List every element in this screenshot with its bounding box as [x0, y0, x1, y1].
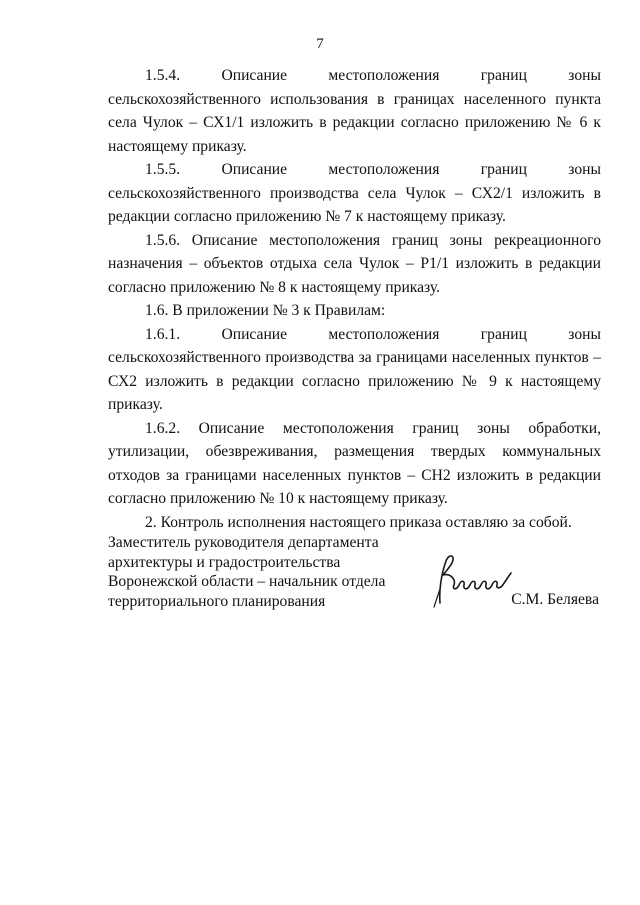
paragraph-1-6: 1.6. В приложении № 3 к Правилам:	[145, 302, 386, 319]
signer-position	[108, 533, 398, 611]
paragraph-1-6-2: 1.6.2. Описание местоположения границ зоны обработки, утилизации, обезвреживания, размещения твердых коммунальных отходов за границами населенных пунктов – СН2 изложить в редакции согласно приложению № 10 к настоящему приказу.	[108, 419, 601, 507]
signature-block	[108, 533, 601, 613]
paragraph-1-5-4: 1.5.4. Описание местоположения границ зоны сельскохозяйственного использования в границах населенного пункта села Чулок – СХ1/1 изложить в редакции согласно приложению № 6 к настоящему приказу.	[108, 67, 601, 155]
signer-position-line: территориального планирования	[108, 592, 326, 610]
signer-name: С.М. Беляева	[511, 591, 599, 608]
signer-position-line: Воронежской области – начальник отдела	[108, 573, 386, 590]
signer-position-line: Заместитель руководителя департамента	[108, 534, 379, 551]
signer-position-line: архитектуры и градостроительства	[108, 553, 341, 571]
handwritten-signature	[426, 551, 516, 609]
paragraph-1-5-5: 1.5.5. Описание местоположения границ зоны сельскохозяйственного производства села Чулок – СХ2/1 изложить в редакции согласно приложению № 7 к настоящему приказу.	[108, 161, 601, 225]
page-number: 7	[316, 36, 324, 52]
paragraph-1-6-1: 1.6.1. Описание местоположения границ зоны сельскохозяйственного производства за границами населенных пунктов – СХ2 изложить в редакции согласно приложению № 9 к настоящему приказу.	[108, 325, 601, 413]
document-body	[108, 64, 601, 534]
paragraph-1-5-6: 1.5.6. Описание местоположения границ зоны рекреационного назначения – объектов отдыха села Чулок – Р1/1 изложить в редакции согласно приложению № 8 к настоящему приказу.	[108, 231, 601, 296]
paragraph-2: 2. Контроль исполнения настоящего приказа оставляю за собой.	[145, 513, 572, 531]
